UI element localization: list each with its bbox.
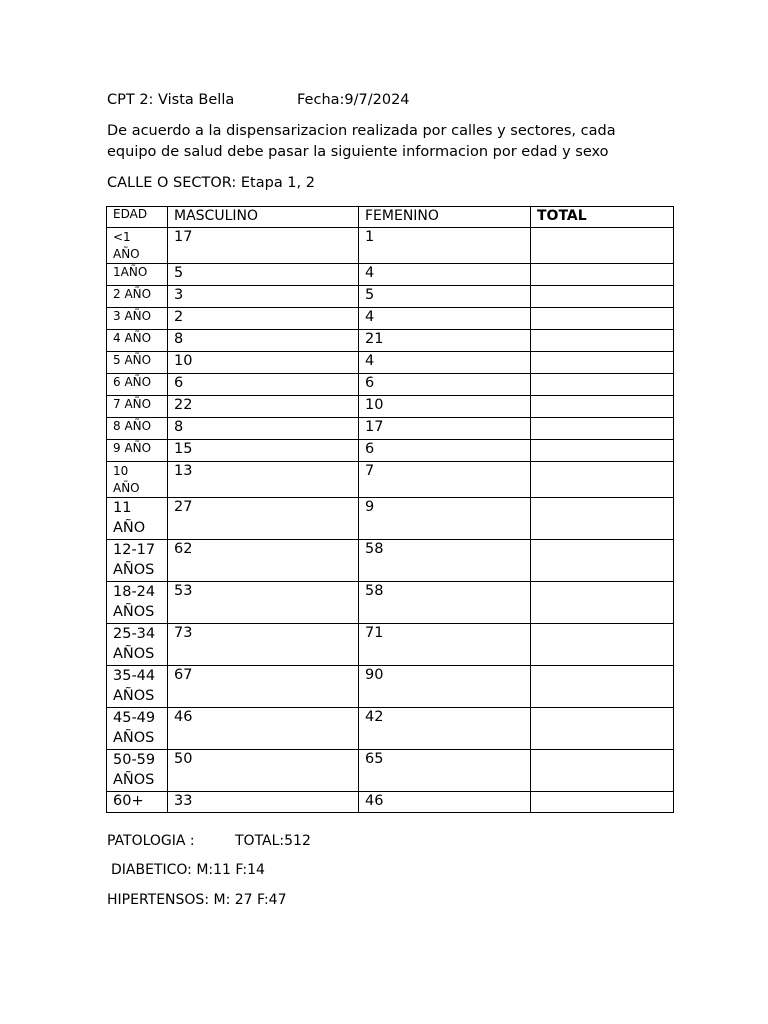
femenino-cell: 17 [359, 418, 531, 440]
cpt-label: CPT 2: Vista Bella [107, 92, 235, 108]
date-label: Fecha:9/7/2024 [297, 92, 410, 108]
age-label-line-2: AÑO [113, 247, 140, 261]
document-header [107, 90, 410, 111]
masculino-cell: 46 [168, 708, 359, 750]
table-row [107, 440, 674, 462]
age-cell [107, 792, 168, 813]
table-row [107, 750, 674, 792]
age-label-line-1: 8 AÑO [113, 419, 152, 433]
femenino-cell: 10 [359, 396, 531, 418]
table-row [107, 792, 674, 813]
age-cell [107, 498, 168, 540]
age-label-line-1: 7 AÑO [113, 397, 152, 411]
age-label-line-2: AÑOS [113, 604, 155, 620]
masculino-cell: 73 [168, 624, 359, 666]
total-cell [531, 792, 674, 813]
femenino-cell: 7 [359, 462, 531, 498]
femenino-cell: 58 [359, 582, 531, 624]
masculino-cell: 6 [168, 374, 359, 396]
table-row [107, 462, 674, 498]
femenino-cell: 90 [359, 666, 531, 708]
table-row [107, 498, 674, 540]
age-label-line-2: AÑOS [113, 688, 155, 704]
age-cell [107, 708, 168, 750]
age-label-line-1: 45-49 [113, 710, 156, 726]
femenino-cell: 4 [359, 352, 531, 374]
age-cell [107, 308, 168, 330]
total-cell [531, 750, 674, 792]
table-row [107, 666, 674, 708]
table-row [107, 330, 674, 352]
patologia-label: PATOLOGIA : [107, 833, 195, 849]
age-cell [107, 666, 168, 708]
total-cell [531, 396, 674, 418]
age-label-line-1: 3 AÑO [113, 309, 152, 323]
femenino-cell: 6 [359, 440, 531, 462]
total-cell [531, 582, 674, 624]
column-header-masculino: MASCULINO [168, 207, 359, 228]
age-cell [107, 374, 168, 396]
masculino-cell: 62 [168, 540, 359, 582]
age-label-line-2: AÑO [113, 481, 140, 495]
age-cell [107, 264, 168, 286]
masculino-cell: 33 [168, 792, 359, 813]
diabetico-line: DIABETICO: M:11 F:14 [111, 862, 265, 878]
table-row [107, 582, 674, 624]
masculino-cell: 17 [168, 228, 359, 264]
table-row [107, 308, 674, 330]
column-header-femenino: FEMENINO [359, 207, 531, 228]
masculino-cell: 22 [168, 396, 359, 418]
femenino-cell: 9 [359, 498, 531, 540]
total-label: TOTAL:512 [235, 833, 311, 849]
femenino-cell: 21 [359, 330, 531, 352]
age-cell [107, 750, 168, 792]
total-cell [531, 228, 674, 264]
masculino-cell: 2 [168, 308, 359, 330]
age-label-line-2: AÑOS [113, 646, 155, 662]
femenino-cell: 65 [359, 750, 531, 792]
masculino-cell: 50 [168, 750, 359, 792]
total-cell [531, 462, 674, 498]
table-header-row [107, 207, 674, 228]
total-cell [531, 418, 674, 440]
masculino-cell: 53 [168, 582, 359, 624]
age-label-line-1: 18-24 [113, 584, 156, 600]
total-cell [531, 498, 674, 540]
femenino-cell: 42 [359, 708, 531, 750]
masculino-cell: 27 [168, 498, 359, 540]
age-label-line-1: 1AÑO [113, 265, 148, 279]
femenino-cell: 71 [359, 624, 531, 666]
total-cell [531, 330, 674, 352]
patologia-line [107, 832, 311, 850]
age-label-line-1: 12-17 [113, 542, 156, 558]
age-cell [107, 540, 168, 582]
femenino-cell: 46 [359, 792, 531, 813]
masculino-cell: 13 [168, 462, 359, 498]
age-cell [107, 352, 168, 374]
table-row [107, 352, 674, 374]
age-label-line-1: 2 AÑO [113, 287, 152, 301]
table-row [107, 624, 674, 666]
total-cell [531, 708, 674, 750]
total-cell [531, 440, 674, 462]
masculino-cell: 15 [168, 440, 359, 462]
intro-paragraph [107, 121, 667, 163]
masculino-cell: 67 [168, 666, 359, 708]
sector-label: CALLE O SECTOR: Etapa 1, 2 [107, 175, 315, 191]
age-cell [107, 582, 168, 624]
masculino-cell: 10 [168, 352, 359, 374]
table-row [107, 396, 674, 418]
age-sex-table [106, 206, 674, 813]
intro-line-2: equipo de salud debe pasar la siguiente informacion por edad y sexo [107, 144, 609, 160]
age-label-line-1: 35-44 [113, 668, 156, 684]
table-row [107, 264, 674, 286]
age-label-line-1: 60+ [113, 793, 144, 809]
masculino-cell: 8 [168, 330, 359, 352]
age-cell [107, 418, 168, 440]
total-cell [531, 666, 674, 708]
age-label-line-1: 5 AÑO [113, 353, 152, 367]
total-cell [531, 308, 674, 330]
masculino-cell: 3 [168, 286, 359, 308]
table-row [107, 418, 674, 440]
age-cell [107, 624, 168, 666]
femenino-cell: 5 [359, 286, 531, 308]
age-label-line-2: AÑOS [113, 772, 155, 788]
table-row [107, 374, 674, 396]
age-label-line-1: 11 [113, 500, 132, 516]
intro-line-1: De acuerdo a la dispensarizacion realizada por calles y sectores, cada [107, 123, 616, 139]
age-cell [107, 440, 168, 462]
table-row [107, 708, 674, 750]
age-label-line-1: 25-34 [113, 626, 156, 642]
hipertensos-line: HIPERTENSOS: M: 27 F:47 [107, 892, 287, 908]
age-label-line-2: AÑO [113, 520, 146, 536]
column-header-total: TOTAL [531, 207, 674, 228]
masculino-cell: 8 [168, 418, 359, 440]
table-body [107, 228, 674, 813]
femenino-cell: 4 [359, 264, 531, 286]
age-cell [107, 462, 168, 498]
age-label-line-1: 50-59 [113, 752, 156, 768]
masculino-cell: 5 [168, 264, 359, 286]
table-row [107, 540, 674, 582]
femenino-cell: 6 [359, 374, 531, 396]
femenino-cell: 1 [359, 228, 531, 264]
age-label-line-1: 10 [113, 464, 129, 478]
total-cell [531, 352, 674, 374]
total-cell [531, 374, 674, 396]
age-label-line-1: 6 AÑO [113, 375, 152, 389]
age-label-line-1: 4 AÑO [113, 331, 152, 345]
age-cell [107, 286, 168, 308]
age-label-line-2: AÑOS [113, 730, 155, 746]
table-row [107, 228, 674, 264]
femenino-cell: 4 [359, 308, 531, 330]
total-cell [531, 286, 674, 308]
total-cell [531, 264, 674, 286]
age-cell [107, 228, 168, 264]
age-label-line-2: AÑOS [113, 562, 155, 578]
table-row [107, 286, 674, 308]
age-label-line-1: <1 [113, 230, 131, 244]
age-label-line-1: 9 AÑO [113, 441, 152, 455]
total-cell [531, 624, 674, 666]
age-cell [107, 330, 168, 352]
column-header-edad: EDAD [107, 207, 168, 228]
total-cell [531, 540, 674, 582]
age-cell [107, 396, 168, 418]
femenino-cell: 58 [359, 540, 531, 582]
